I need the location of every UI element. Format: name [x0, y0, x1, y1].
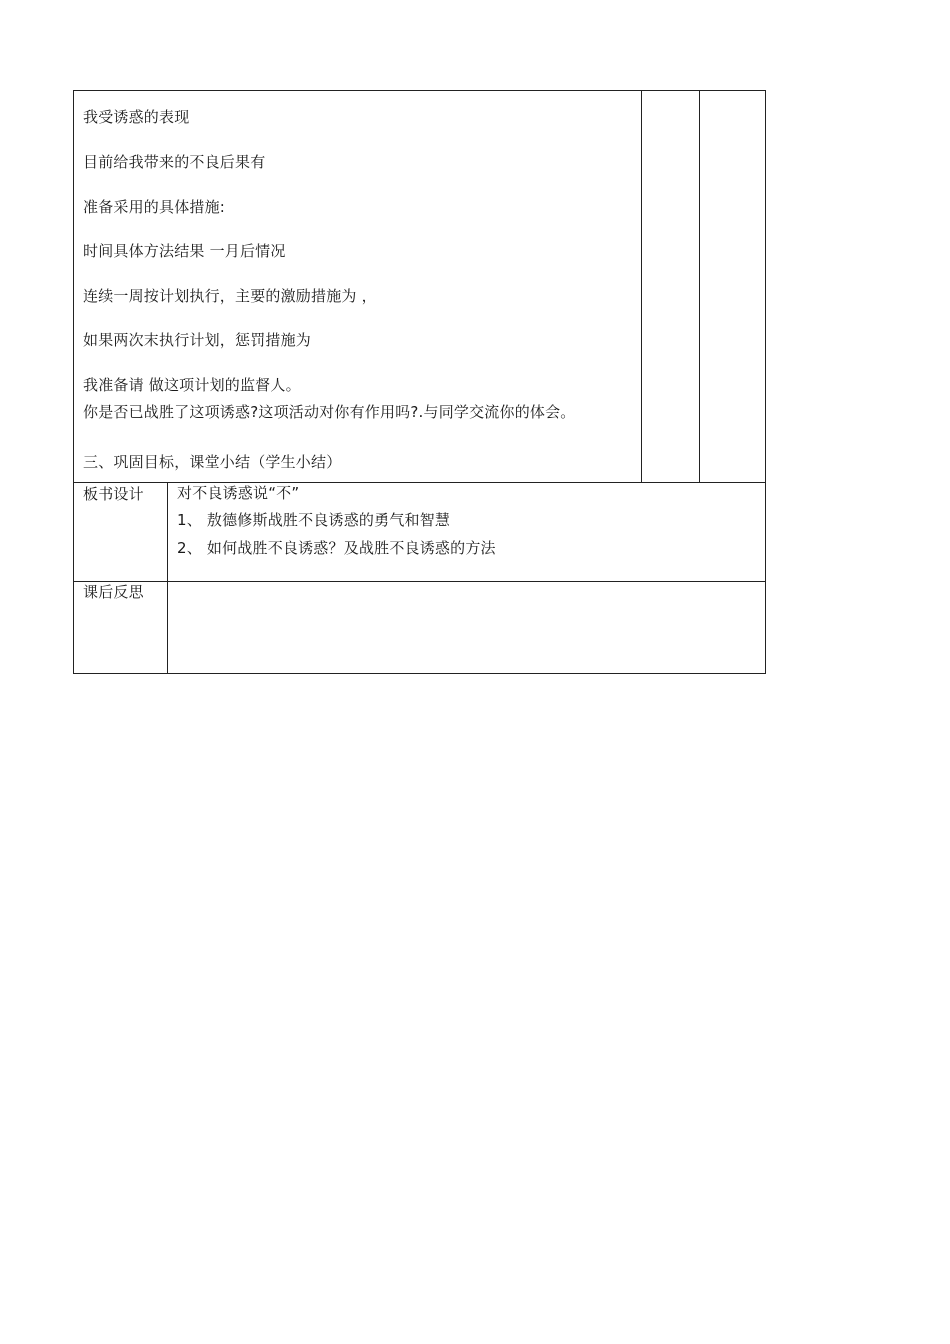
upper-line-6: 如果两次末执行计划，惩罚措施为	[83, 331, 312, 349]
upper-line-3: 准备采用的具体措施:	[83, 198, 226, 216]
reflection-label: 课后反思	[83, 583, 144, 601]
upper-line-5: 连续一周按计划执行，主要的激励措施为 ，	[83, 287, 377, 305]
upper-line-9: 三、巩固目标，课堂小结（学生小结）	[83, 453, 342, 471]
upper-line-7: 我准备请 做这项计划的监督人。	[83, 376, 301, 394]
board-design-label: 板书设计	[83, 485, 144, 503]
label-column-divider	[167, 482, 168, 674]
upper-line-8: 你是否已战胜了这项诱惑?这项活动对你有作用吗?.与同学交流你的体会。	[83, 403, 576, 421]
board-design-item-1: 1、 敖德修斯战胜不良诱惑的勇气和智慧	[177, 511, 451, 529]
board-design-title: 对不良诱惑说“不”	[177, 484, 300, 502]
upper-line-2: 目前给我带来的不良后果有	[83, 153, 266, 171]
upper-line-1: 我受诱惑的表现	[83, 108, 190, 126]
upper-line-4: 时间具体方法结果 一月后情况	[83, 242, 286, 260]
column-divider-1	[641, 90, 642, 483]
column-divider-2	[699, 90, 700, 483]
row-divider-board	[73, 482, 766, 483]
board-design-item-2: 2、 如何战胜不良诱惑？及战胜不良诱惑的方法	[177, 539, 496, 557]
row-divider-reflection	[73, 581, 766, 582]
